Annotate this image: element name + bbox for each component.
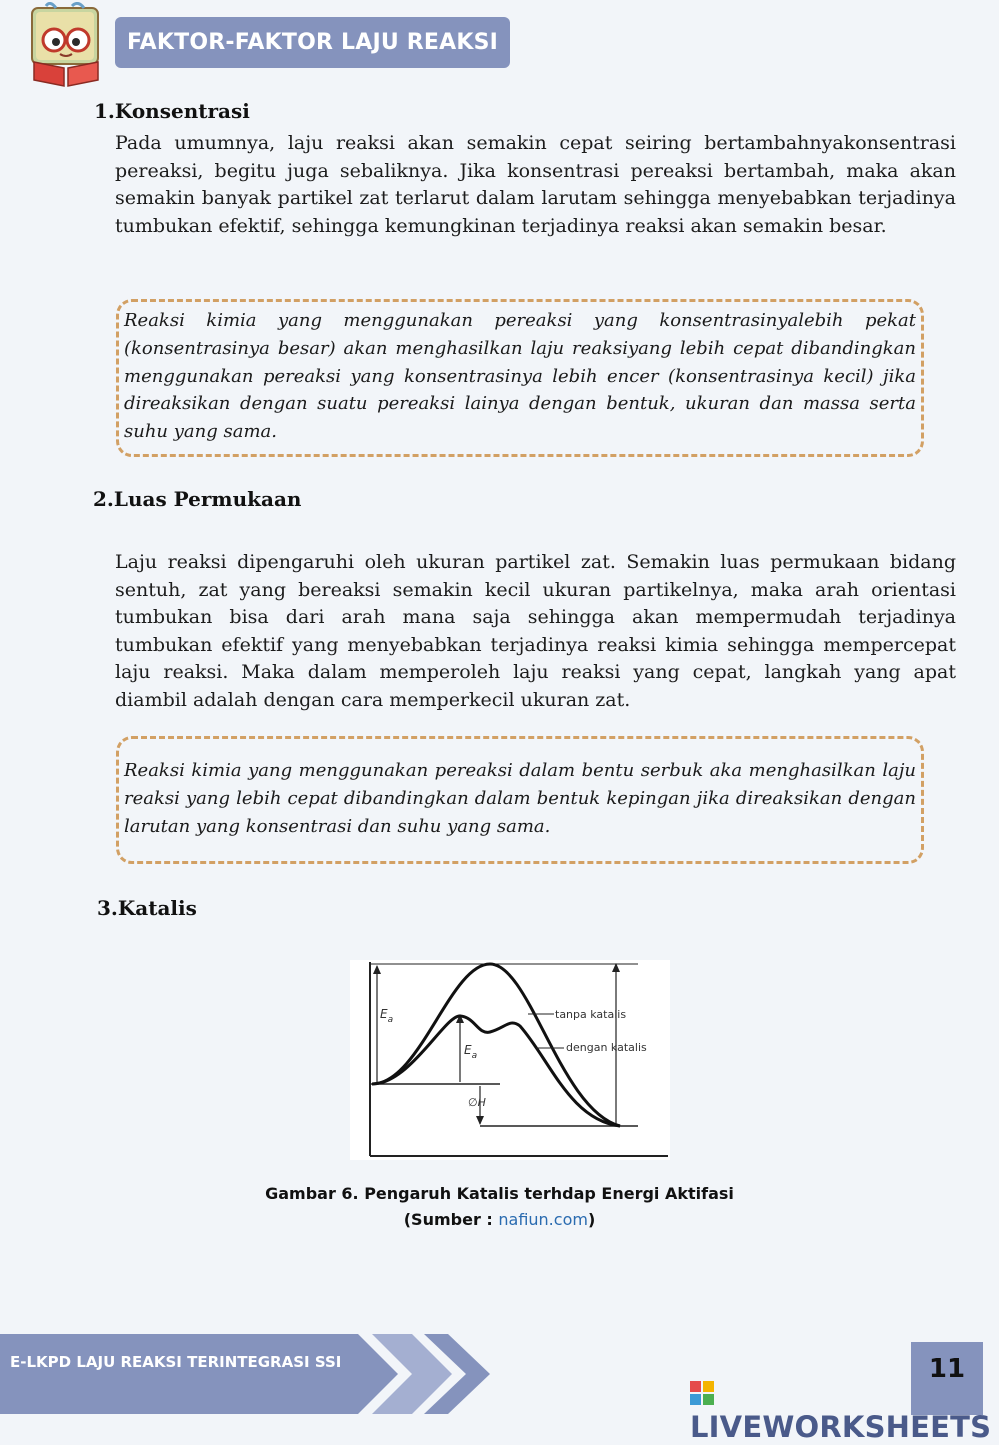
note-text-luas-permukaan: Reaksi kimia yang menggunakan pereaksi dalam bentu serbuk aka menghasilkan laju reaksi yang lebih cepat dibandingkan dalam bentuk kepingan jika direaksikan dengan larutan yang konsentrasi dan suhu yang sama. <box>124 760 916 837</box>
label-tanpa-katalis: tanpa katalis <box>555 1008 627 1021</box>
catalyst-energy-diagram <box>350 960 670 1160</box>
curve-with-catalyst <box>372 1016 620 1126</box>
paragraph-konsentrasi: Pada umumnya, laju reaksi akan semakin cepat seiring bertambahnyakonsentrasi pereaksi, begitu juga sebaliknya. Jika konsentrasi pereaksi bertambah, maka akan semakin banyak partikel zat terlarut dalam larutam sehingga menyebabkan terjadinya tumbukan efektif, sehingga kemungkinan terjadinya reaksi akan semakin besar. <box>115 132 956 237</box>
label-dengan-katalis: dengan katalis <box>566 1041 647 1054</box>
liveworksheets-brand: LIVEWORKSHEETS <box>690 1373 999 1409</box>
mascot-book-icon <box>26 2 106 88</box>
label-ea-outer: $E_a$ <box>380 1007 394 1025</box>
section-heading-luas-permukaan: 2.Luas Permukaan <box>93 487 302 511</box>
source-link[interactable]: nafiun.com <box>498 1210 588 1229</box>
section-heading-konsentrasi: 1.Konsentrasi <box>94 99 250 123</box>
page-number: 11 <box>928 1354 966 1384</box>
energy-diagram-svg <box>350 960 670 1160</box>
paragraph-luas-permukaan: Laju reaksi dipengaruhi oleh ukuran partikel zat. Semakin luas permukaan bidang sentuh, zat yang bereaksi semakin kecil ukuran partikelnya, maka arah orientasi tumbukan bisa dari arah mana saja sehingga akan mempermudah terjadinya tumbukan efektif yang menyebabkan terjadinya reaksi kimia sehingga mempercepat laju reaksi. Maka dalam memperoleh laju reaksi yang cepat, langkah yang apat diambil adalah dengan cara memperkecil ukuran zat. <box>115 551 956 711</box>
note-text-konsentrasi: Reaksi kimia yang menggunakan pereaksi yang konsentrasinyalebih pekat (konsentrasinya besar) akan menghasilkan laju reaksiyang lebih cepat dibandingkan menggunakan pereaksi yang konsentrasinya lebih encer (konsentrasinya kecil) jika direaksikan dengan suatu pereaksi lainya dengan bentuk, ukuran dan massa serta suhu yang sama. <box>124 310 916 443</box>
figure-caption: Gambar 6. Pengaruh Katalis terhdap Energi Aktifasi <box>265 1184 734 1203</box>
footer-label: E-LKPD LAJU REAKSI TERINTEGRASI SSI <box>10 1353 342 1371</box>
section-heading-katalis: 3.Katalis <box>97 896 197 920</box>
figure-source: (Sumber : nafiun.com) <box>403 1210 596 1229</box>
label-delta-h: ∅H <box>468 1096 486 1109</box>
label-ea-inner: $E_a$ <box>464 1043 478 1061</box>
page-title-badge: FAKTOR-FAKTOR LAJU REAKSI <box>115 17 510 68</box>
liveworksheets-logo-icon <box>690 1381 714 1405</box>
